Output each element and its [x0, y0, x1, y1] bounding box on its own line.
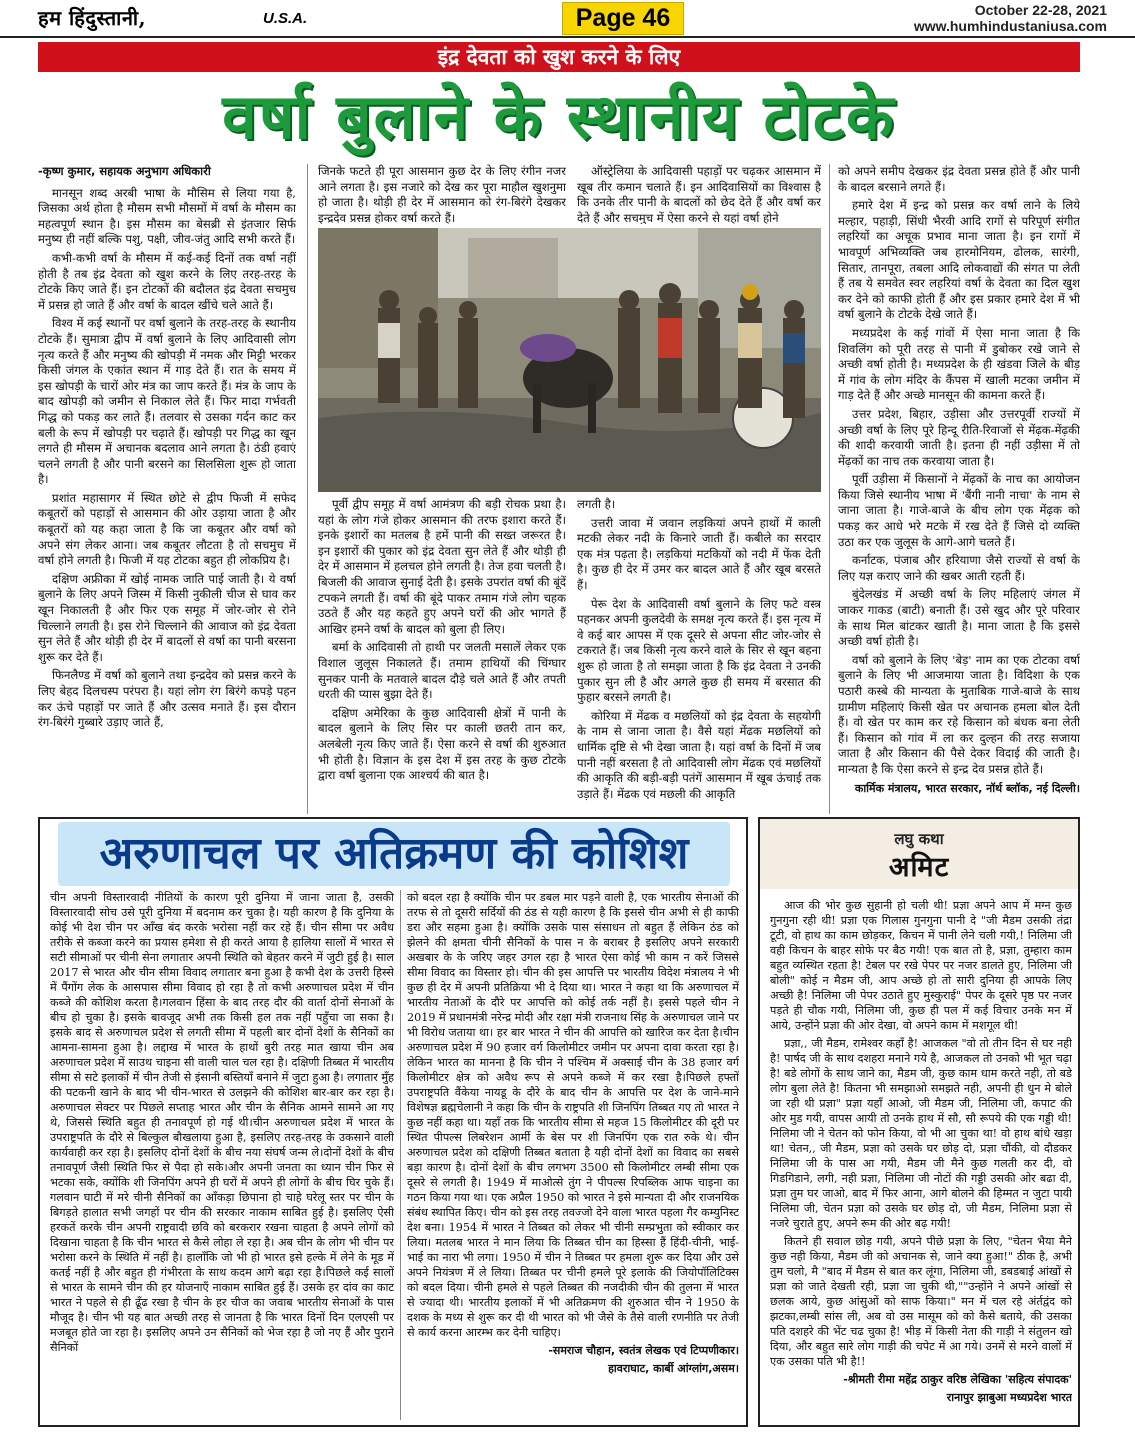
- story1-paragraph: को अपने समीप देखकर इंद्र देवता प्रसन्न होते हैं और पानी के बादल बरसाने लगते हैं।: [838, 164, 1080, 194]
- page-number-badge: Page 46: [562, 2, 684, 35]
- column-rule: [307, 164, 308, 814]
- story1-paragraph: जिनके फटते ही पूरा आसमान कुछ देर के लिए रंगीन नजर आने लगता है। इस नजारे को देख कर पूरा माहौल खुशनुमा हो जाता है। थोड़ी ही देर में आसमान को रंग-बिरंगे देखकर इन्द्रदेव प्रसन्न होकर वर्षा करते हैं।: [318, 164, 566, 224]
- story1-paragraph: उत्तरी जावा में जवान लड़कियां अपने हाथों में काली मटकी लेकर नदी के किनारे जाती हैं। कबीले का सरदार एक मंत्र पढ़ता है। लड़कियां मटकियों को नदी में फेंक देती है। कुछ ही देर में उमर कर बादल आते हैं और खूब बरसते हैं।: [577, 515, 821, 592]
- story1-column-3-top: [577, 164, 821, 224]
- story1-paragraph: ऑस्ट्रेलिया के आदिवासी पहाड़ों पर चढ़कर आसमान में खूब तीर कमान चलाते हैं। इन आदिवासियों का विश्वास है कि उनके तीर पानी के बादलों को छेद देते हैं और वर्षा कर देते हैं और सचमुच में ऐसा करने से यहां वर्षा होने: [577, 164, 821, 224]
- story1-column-3-bottom: [577, 497, 821, 814]
- story2-headline: अरुणाचल पर अतिक्रमण की कोशिश: [58, 822, 730, 886]
- issue-date: October 22-28, 2021: [974, 2, 1107, 18]
- story1-paragraph: बुंदेलखंड में अच्छी वर्षा के लिए महिलाएं जंगल में जाकर गाकड (बाटी) बनाती हैं। उसे खुद और पूरे परिवार के साथ मिल बांटकर खाती है। माना जाता है कि इससे अच्छी वर्षा होती है।: [838, 587, 1080, 649]
- story1-headline: वर्षा बुलाने के स्थानीय टोटके: [222, 80, 896, 153]
- story2-credit-author: -समराज चौहान, स्वतंत्र लेखक एवं टिप्पणीकार।: [548, 1344, 739, 1357]
- column-rule: [829, 164, 830, 814]
- issue-date-block: [914, 2, 1107, 34]
- story1-paragraph: कर्नाटक, पंजाब और हरियाणा जैसे राज्यों से वर्षा के लिए यज्ञ कराए जाने की खबर आती रहती हैं।: [838, 553, 1080, 583]
- story1-paragraph: वर्षा को बुलाने के लिए 'बेड़' नाम का एक टोटका वर्षा बुलाने के लिए भी आजमाया जाता है। विदिशा के एक पठारी कस्बे की मान्यता के मुताबिक गाजे-बाजे के साथ ग्रामीण महिलाएं किसी खेत पर अचानक हमला बोल देती हैं। वो खेत पर काम कर रहे किसान को बंधक बना लेती हैं। किसान को गांव में ला कर दुल्हन की तरह सजाया जाता है और किसान की पैसे देकर विदाई की जाती है। मान्यता है कि ऐसा करने से इन्द्र देव प्रसन्न होते हैं।: [838, 652, 1080, 776]
- story2-paragraph: को बदल रहा है क्योंकि चीन पर डबल मार पड़ने वाली है, एक भारतीय सेनाओं की तरफ से तो दूसरी सर्दियों की ठंड से यही कारण है कि इससे चीन अभी से ही काफी डरा और सहमा हुआ है। क्योंकि उसके पास संसाधन तो बहुत हैं लेकिन ठंड को झेलने की क्षमता चीनी सैनिकों के पास न के बराबर है इसलिए अपने सरकारी अखबार के के जरिए जहर उगल रहा है भारत ऐसा कोई भी काम न करें जिससे सीमा विवाद का विस्तार हो। चीन की इस आपत्ति पर भारतीय विदेश मंत्रालय ने भी कुछ ही देर में अपनी प्रतिक्रिया भी दे दिया था। भारत ने कहा था कि अरुणाचल में भारतीय नेताओं के दौरे पर आपत्ति को कोई तर्क नहीं है। इससे पहले चीन ने 2019 में प्रधानमंत्री नरेन्द्र मोदी और रक्षा मंत्री राजनाथ सिंह के अरुणाचल जाने पर भी विरोध जताया था। हर बार भारत ने चीन की आपत्ति को खारिज कर देता है।चीन अरुणाचल प्रदेश में 90 हजार वर्ग किलोमीटर जमीन पर अपना दावा करता रहा है। लेकिन भारत का मानना है कि चीन ने पश्चिम में अक्साई चीन के 38 हजार वर्ग किलोमीटर क्षेत्र को अवैध रूप से अपने कब्जे में कर रखा है।पिछले हफ्तों उपराष्ट्रपति वैंकेया नायडू के दौरे के बाद चीन के आपत्ति पर देश के जाने-माने विशेषज्ञ ब्रह्मचेलानी ने कहा कि चीन के राष्ट्रपति शी जिनपिंग तिब्बत गए तो भारत ने कुछ नहीं कहा था। यहाँ तक कि भारतीय सीमा से महज 15 किलोमीटर की दूरी पर स्थित पीपल्स लिबरेशन आर्मी के बेस पर शी जिनपिंग एक रात रुके थे। चीन अरुणाचल प्रदेश को दक्षिणी तिब्बत बताता है यही दोनों देशों का विवाद का सबसे बड़ा कारण है। दोनों देशों के बीच लगभग 3500 सौ किलोमीटर लम्बी सीमा एक दूसरे से लगती है। 1949 में माओत्से तुंग ने पीपल्स रिपब्लिक आफ चाइना का गठन किया गया था। एक अप्रैल 1950 को भारत ने इसे मान्यता दी और राजनयिक संबंध स्थापित किए। चीन को इस तरह तवज्जो देने वाला भारत पहला गैर कम्युनिस्ट देश बना। 1954 में भारत ने तिब्बत को लेकर भी चीनी सम्प्रभुता को स्वीकार कर लिया। मतलब भारत ने मान लिया कि तिब्बत चीन का हिस्सा हैं हिंदी-चीनी, भाई-भाई का नारा भी लगा। 1950 में चीन ने तिब्बत पर हमला शुरू कर दिया और उसे अपने नियंत्रण में ले लिया। तिब्बत पर चीनी हमले पूरे इलाके की जियोपॉलिटिक्स को बदल दिया। चीनी हमले से पहले तिब्बत की नजदीकी चीन की तुलना में भारत से ज्यादा थी। भारतीय इलाकों में भी अतिक्रमण की शुरुआत चीन ने 1950 के दशक के मध्य से शुरू कर दी थी भारत को भी जैसे के तैसे वाली रणनीति पर तेजी से कार्य करना आरम्भ कर देनी चाहिए।: [407, 891, 739, 1339]
- story1-paragraph: हमारे देश में इन्द्र को प्रसन्न कर वर्षा लाने के लिये मल्हार, पहाड़ी, सिंधी भैरवी आदि रागों से परिपूर्ण संगीत लहरियों का अचूक प्रभाव माना जाता है। इन रागों में भावपूर्ण अभिव्यक्ति जब हारमोनियम, ढोलक, सारंगी, सितार, तानपूरा, तबला आदि लोकवाद्यों की संगत पा लेती हैं तब ये समवेत स्वर लहरियां वर्षा के देवता का दिल खुश कर देने को काफी होती हैं और इस प्रकार हमारे देश में भी वर्षा बुलाने के टोटके देखे जाते हैं।: [838, 198, 1080, 322]
- story1-paragraph: प्रशांत महासागर में स्थित छोटे से द्वीप फिजी में सफेद कबूतरों को पहाड़ों से आसमान की ओर उड़ाया जाता है और कबूतरों को यह कहा जाता है कि जा कबूतर और वर्षा को अपने संग लेकर आना। जब कबूतर लौटता है तो सचमुच में वर्षा होने लगती है। फिजी में यह टोटका बहुत ही लोकप्रिय है।: [38, 490, 296, 568]
- story3-paragraph: कितने ही सवाल छोड़ गयी, अपने पीछे प्रज्ञा के लिए, "चेतन भैया मैने कुछ नही किया, मैडम जी को अचानक से, जाने क्या हुआ!" ठीक है, अभी तुम चलो, मै "बाद में मैडम से बात कर लूंगा, निलिमा जी, डबडबाई आंखों से प्रज्ञा को जाते देखती रही, प्रज्ञा जा चुकी थी,""उन्होंने ने अपने आंखों से छलक आये, कुछ आंसुओं को साफ किया।" मन में चल रहे अंर्तद्वंद को झटका,लम्बी सांस ली, अब वो उस मासूम को को कैसे बताये, की उसका पति दशहरे की भेंट चढ चुका है! भीड़ में किसी नेता की गाड़ी ने संतुलन खो दिया, और बहुत सारे लोग गाड़ी की चपेट में आ गये। उनमें से मरने वालों में एक उसका पति भी है!!: [770, 1235, 1072, 1368]
- story3-body: [770, 898, 1072, 1422]
- story2-column-2: [407, 890, 739, 1422]
- story2-column-1: [50, 890, 394, 1422]
- website-link[interactable]: www.humhindustaniusa.com: [913, 18, 1107, 34]
- story1-paragraph: मध्यप्रदेश के कई गांवों में ऐसा माना जाता है कि शिवलिंग को पूरी तरह से पानी में डुबोकर रखे जाने से अच्छी वर्षा होती है। मध्यप्रदेश के ही खंडवा जिले के बीड़ में गांव के लोग मंदिर के कैंपस में खाली मटका जमीन में गाड़ देते हैं और अच्छे मानसून की कामना करते हैं।: [838, 325, 1080, 403]
- column-rule: [400, 890, 401, 1420]
- story1-paragraph: मानसून शब्द अरबी भाषा के मौसिम से लिया गया है, जिसका अर्थ होता है मौसम सभी मौसमों में वर्षा के मौसम का महत्वपूर्ण स्थान है। इस मौसम का बेसब्री से इंतजार सिर्फ मनुष्य ही नहीं बल्कि पशु, पक्षी, जीव-जंतु आदि सभी करते हैं।: [38, 185, 296, 247]
- procession-photo: [318, 228, 821, 492]
- publication-name: हम हिंदुस्तानी,: [38, 6, 147, 30]
- story1-paragraph: फिनलैण्ड में वर्षा को बुलाने तथा इन्द्रदेव को प्रसन्न करने के लिए बेहद दिलचस्प परंपरा है। यहां लोग रंग बिरंगे कपड़े पहन कर ऊंचे पहाड़ों पर जाते हैं और उत्सव मनाते हैं। इस दौरान रंग-बिरंगे गुब्बारे उड़ाए जाते हैं,: [38, 668, 296, 730]
- story1-paragraph: बर्मा के आदिवासी तो हाथी पर जलती मसालें लेकर एक विशाल जुलूस निकालते हैं। तमाम हाथियों की चिंग्घार सुनकर पानी के मतवाले बादल दौड़े चले आते हैं और तपती धरती की प्यास बुझा देते हैं।: [318, 640, 566, 702]
- story1-paragraph: कोरिया में मेंढक व मछलियों को इंद्र देवता के सहयोगी के नाम से जाना जाता है। वैसे यहां मेंढक मछलियों को धार्मिक दृष्टि से भी देखा जाता है। यहां वर्षा के दिनों में जब पानी नहीं बरसता है तो आदिवासी लोग मेंढक एवं मछलियों की आकृति की बड़ी-बड़ी पतंगें आसमान में खूब ऊंचाई तक उड़ाते हैं। मेंढक एवं मछली की आकृति: [577, 708, 821, 801]
- story1-column-2-top: [318, 164, 566, 224]
- story2-credit-place: हावराघाट, कार्बी आंग्लांग,असम।: [608, 1362, 739, 1375]
- story3-credit-author: -श्रीमती रीमा महेंद्र ठाकुर वरिष्ठ लेखिका 'सहित्य संपादक': [843, 1373, 1072, 1386]
- story1-paragraph: कभी-कभी वर्षा के मौसम में कई-कई दिनों तक वर्षा नहीं होती है तब इंद्र देवता को खुश करने के लिए तरह-तरह के टोटके किए जाते हैं। इन टोटकों की बदौलत इंद्र देवता सचमुच में प्रसन्न हो जाते हैं और वर्षा के बादल खींचे चले आते हैं।: [38, 250, 296, 312]
- story1-paragraph: पेरू देश के आदिवासी वर्षा बुलाने के लिए फटे वस्त्र पहनकर अपनी कुलदेवी के समक्ष नृत्य करते हैं। इस नृत्य में वे कई बार आपस में एक दूसरे से अपना सीट जोर-जोर से टकराते हैं। जब किसी नृत्य करने वाले के सिर से खून बहना शुरू हो जाता है तो समझा जाता है कि इंद्र देवता ने उनकी पुकार सुन ली है और अगले कुछ ही समय में बरसात की फुहार बरसने लगती है।: [577, 596, 821, 705]
- story3-credit-place: रानापुर झाबुआ मध्यप्रदेश भारत: [946, 1391, 1072, 1404]
- story1-paragraph: दक्षिण अमेरिका के कुछ आदिवासी क्षेत्रों में पानी के बादल बुलाने के लिए सिर पर काली छतरी तान कर, अलबेली नृत्य किए जाते हैं। ऐसा करने से वर्षा की शुरुआत भी होती है। विज्ञान के इस देश में इस तरह के कुछ टोटके द्वारा वर्षा बुलाना एक आश्चर्य की बात है।: [318, 705, 566, 783]
- masthead: [0, 0, 1135, 38]
- story1-column-2-bottom: [318, 497, 566, 814]
- story1-column-4: [838, 164, 1080, 814]
- story1-paragraph: दक्षिण अफ्रीका में खोई नामक जाति पाई जाती है। ये वर्षा बुलाने के लिए अपने जिस्म में किसी नुकीली चीज से घाव कर खून निकालती है और फिर एक समूह में जोर-जोर से रोने चिल्लाने लगती है। इस रोने चिल्लाने की आवाज को इंद्र देवता सुन लेते हैं और थोड़ी ही देर में बादलों से वर्षा का पानी बरसना शुरू कर देते हैं।: [38, 571, 296, 664]
- story3-headline: अमिट: [888, 852, 950, 883]
- story1-column-1: [38, 164, 296, 814]
- story3-kicker: लघु कथा: [894, 830, 944, 848]
- story1-paragraph: लगती है।: [577, 497, 616, 511]
- story1-paragraph: पूर्वी उड़ीसा में किसानों ने मेंढ़कों के नाच का आयोजन किया जिसे स्थानीय भाषा में 'बैंगी नानी नाचा' के नाम से जाना जाता है। गाजे-बाजे के बीच लोग एक मेंढ़क को पकड़ कर आधे भरे मटके में रख देते हैं जिसे दो व्यक्ति उठा कर एक जुलूस के आगे-आगे चलते हैं।: [838, 472, 1080, 549]
- story1-kicker: इंद्र देवता को खुश करने के लिए: [38, 42, 1080, 72]
- edition-label: U.S.A.: [263, 10, 308, 27]
- story2-paragraph: चीन अपनी विस्तारवादी नीतियों के कारण पूरी दुनिया में जाना जाता है, उसकी विस्तारवादी सोच उसे पूरी दुनिया में बदनाम कर चुका है। यही कारण है कि दुनिया के कोई भी देश चीन पर आँख बंद करके भरोसा नहीं कर रहे हैं। चीन सीमा पर अवैध तरीके से कब्जा करने का प्रयास हमेशा से ही करते आया है हालिया सालों में भारत से सटी सीमाओं पर चीनी सेना लगातार अपनी स्थिति को बेहतर करने में जुटी हुई है। साल 2017 से भारत और चीन सीमा विवाद लगातार बना हुआ है कभी देश के उत्तरी हिस्से में पैंगोंग लेक के आसपास सीमा विवाद हो रहा है तो कभी अरुणाचल प्रदेश में चीन कब्जे की कोशिश करता है।गलवान हिंसा के बाद तरह दौर की वार्ता दोनों सेनाओं के बीच हो चुका है। इसके बावजूद अभी तक किसी हल तक नहीं पहुँचा जा सका है। इसके बाद से अरुणाचल प्रदेश से लगती सीमा में पहली बार दोनों देशों के सैनिकों का आमना-सामना हुआ है। लद्दाख में भारत के हाथों बुरी तरह मात खाया चीन अब अरुणाचल प्रदेश में साउथ चाइना सी वाली चाल चल रहा है। दक्षिणी तिब्बत में भारतीय सीमा से सटे इलाकों में चीन तेजी से इंसानी बस्तियाँ बनाने में जुटा हुआ है। लगातार मुँह की पटकनी खाने के बाद भी चीन-भारत से उलझने की कोशिश बार-बार कर रहा है।अरुणाचल सेक्टर पर पिछले सप्ताह भारत और चीन के सैनिक आमने सामने आ गए थे, जिससे स्थिति बहुत ही तनावपूर्ण हो गई थी।चीन अरुणाचल प्रदेश में भारत के उपराष्ट्रपति के दौरे से बिल्कुल बौखलाया हुआ है, इसलिए तरह-तरह के उकसाने वाली कार्यवाही कर रहा है। इसलिए दोनों देशों के बीच नया संघर्ष जन्म ले।दोनों देशों के बीच तनावपूर्ण जैसी स्थिति फिर से पैदा हो सके।और अपनी जनता का ध्यान चीन फिर से भटका सके, क्योंकि शी जिनपिंग अपने ही घरों में अपने ही लोगों के बीच घिर चुके हैं।गलवान घाटी में मरे चीनी सैनिकों का आँकड़ा छिपाना हो चाहे घरेलू स्तर पर चीन के बिगड़ते हालात सभी जगहों पर चीन की सरकार नाकाम साबित हुई है। इसलिए ऐसी हरकतें करके चीन अपनी राष्ट्रवादी छवि को बरकरार रखना चाहता है अपने लोगों को दिखाना चाहता है कि चीन भारत से कैसे लोहा ले रहा है। अब चीन के लोग भी चीन पर भरोसा करने के स्थिति में नहीं है। हालाँकि जो भी हो भारत इसे हल्के में लेने के मूड में कतई नहीं है और बहुत ही गंभीरता के साथ कदम आगे बढ़ा रहा है।पिछले कई सालों से भारत के सामने चीन की हर योजनाएँ नाकाम साबित हुई हैं। उसके हर दांव का काट भारत ने पहले से ही ढूँढ रखा है चीन के हर चीज का जवाब भारतीय सेनाओं के पास मौजूद है। चीन भी यह बात अच्छी तरह से जानता है कि भारत दिनों दिन एलएसी पर मजबूत होते जा रहा है। इसलिए अपने उन सैनिकों को भेज रहा है जो नए हैं और पुराने सैनिकों: [50, 891, 394, 1354]
- story1-paragraph: विश्व में कई स्थानों पर वर्षा बुलाने के तरह-तरह के स्थानीय टोटके हैं। सुमात्रा द्वीप में वर्षा बुलाने के लिए आदिवासी लोग नृत्य करते हैं और मनुष्य की खोपड़ी में नमक और मिट्टी भरकर किसी जंगल के एकांत स्थान में गाड़ देते हैं। रात के समय में इस खोपड़ी के चारों ओर मंत्र का जाप करते हैं। मंत्र के जाप के बाद खोपड़ी को जमीन से निकाल लेते हैं। फिर मादा गर्भवती गिद्ध को पकड़ कर लाते हैं। तलवार से उसका गर्दन काट कर बली के रूप में खोपड़ी पर चढ़ाते हैं। खोपड़ी पर गिद्ध का खून लगते ही मौसम में अचानक बदलाव आने लगता है। ठंडी हवाएं चलने लगती है और पानी बरसने का सिलसिला शुरू हो जाता है।: [38, 316, 296, 487]
- story3-paragraph: प्रज्ञा,, जी मैडम, रामेश्वर कहाँ है! आजकल "वो तो तीन दिन से घर नही है! पार्षद जी के साथ दशहरा मनाने गये है, आजकल तो उनको भी भूत चढ़ा है! बडे लोगों के साथ जाने का, मैडम जी, कुछ काम धाम करते नही, तो बडे लोग बुला लेते है! कितना भी समझाओ समझते नही, अपनी ही धुन मे बोले जा रही थी प्रज्ञा" प्रज्ञा यहाँ आओ, जी मैडम जी, निलिमा जी, कपाट की ओर मुड गयी, वापस आयी तो उनके हाथ में सौ, सौ रूपये की एक गड्डी थी! निलिमा जी ने चेतन को फोन किया, वो भी आ चुका था! वो हाथ बांधे खड़ा था! चेतन,, जी मैडम, प्रज्ञा को उसके घर छोड़ दो, प्रज्ञा चौंकी, वो दौडकर निलिमा जी के पास आ गयी, मैडम जी मैने कुछ गलती कर दी, वो गिडगिडाने, लगी, नही प्रज्ञा, निलिमा जी नोटों की गड्डी उसकी ओर बढा दी, प्रज्ञा तुम घर जाओ, बाद में फिर आना, आगे बोलने की हिम्मत न जुटा पायी निलिमा जी, चेतन प्रज्ञा को उसके घर छोड़ दो, जी मैडम, निलिमा प्रज्ञा से नजरे चुराते हुए, अपने रूम की ओर बढ़ गयी!: [770, 1037, 1072, 1230]
- photo-illustration: [318, 228, 821, 492]
- story1-credit: कार्मिक मंत्रालय, भारत सरकार, नॉर्थ ब्लॉक, नई दिल्ली।: [854, 781, 1080, 795]
- story1-byline: -कृष्ण कुमार, सहायक अनुभाग अधिकारी: [38, 164, 211, 178]
- story1-paragraph: उत्तर प्रदेश, बिहार, उड़ीसा और उत्तरपूर्वी राज्यों में अच्छी वर्षा के लिए पूरे हिन्दू रीति-रिवाजों से मेंढ़क-मेंढ़की की शादी करवायी जाती है। इतना ही नहीं उड़ीसा में तो मेंढ़कों का नाच तक करवाया जाता है।: [838, 406, 1080, 468]
- story3-paragraph: आज की भोर कुछ सुहानी हो चली थी! प्रज्ञा अपने आप में मग्न कुछ गुनगुना रही थी! प्रज्ञा एक गिलास गुनगुना पानी दे "जी मैडम उसकी तंद्रा टूटी, वो हाथ का काम छोड़कर, किचन में पानी लेने चली गयी,! निलिमा जी वही किचन के बाहर सोफे पर बैठ गयी! एक बात तो है, प्रज्ञा, तुम्हारा काम बहुत व्यस्थित रहता है! टेबल पर रखे पेपर पर नजर डालते हुए, निलिमा जी बोली" कोई न मैडम जी, आप अच्छे हो तो सारी दुनिया ही आपके लिए अच्छी है! निलिमा जी पेपर उठाते हुए मुस्कुराई" पेपर के दूसरे पृष्ठ पर नजर पड़ते ही चौक गयी, निलिमा जी, कुछ ही पल में कई विचार उनके मन में आये, उन्होंने प्रज्ञा की ओर देखा, वो अपने काम में मशगूल थी!: [770, 899, 1072, 1032]
- story1-paragraph: पूर्वी द्वीप समूह में वर्षा आमंत्रण की बड़ी रोचक प्रथा है। यहां के लोग गंजे होकर आसमान की तरफ इशारा करते हैं। इनके इशारों का मतलब है हमें पानी की सख्त जरूरत है। इन इशारों की पुकार को इंद्र देवता सुन लेते हैं और थोड़ी ही देर में आसमान में हलचल होने लगती है। तेज हवा चलती है। बिजली की आवाज सुनाई देती है। इसके उपरांत वर्षा की बूंदें टपकने लगती हैं। वर्षा की बूंदे पाकर तमाम गंजे लोग चहक उठते हैं और यह कहते हुए अपने घरों की ओर भागते हैं आखिर हमने वर्षा के बादल को बुला ही लिए।: [318, 497, 566, 636]
